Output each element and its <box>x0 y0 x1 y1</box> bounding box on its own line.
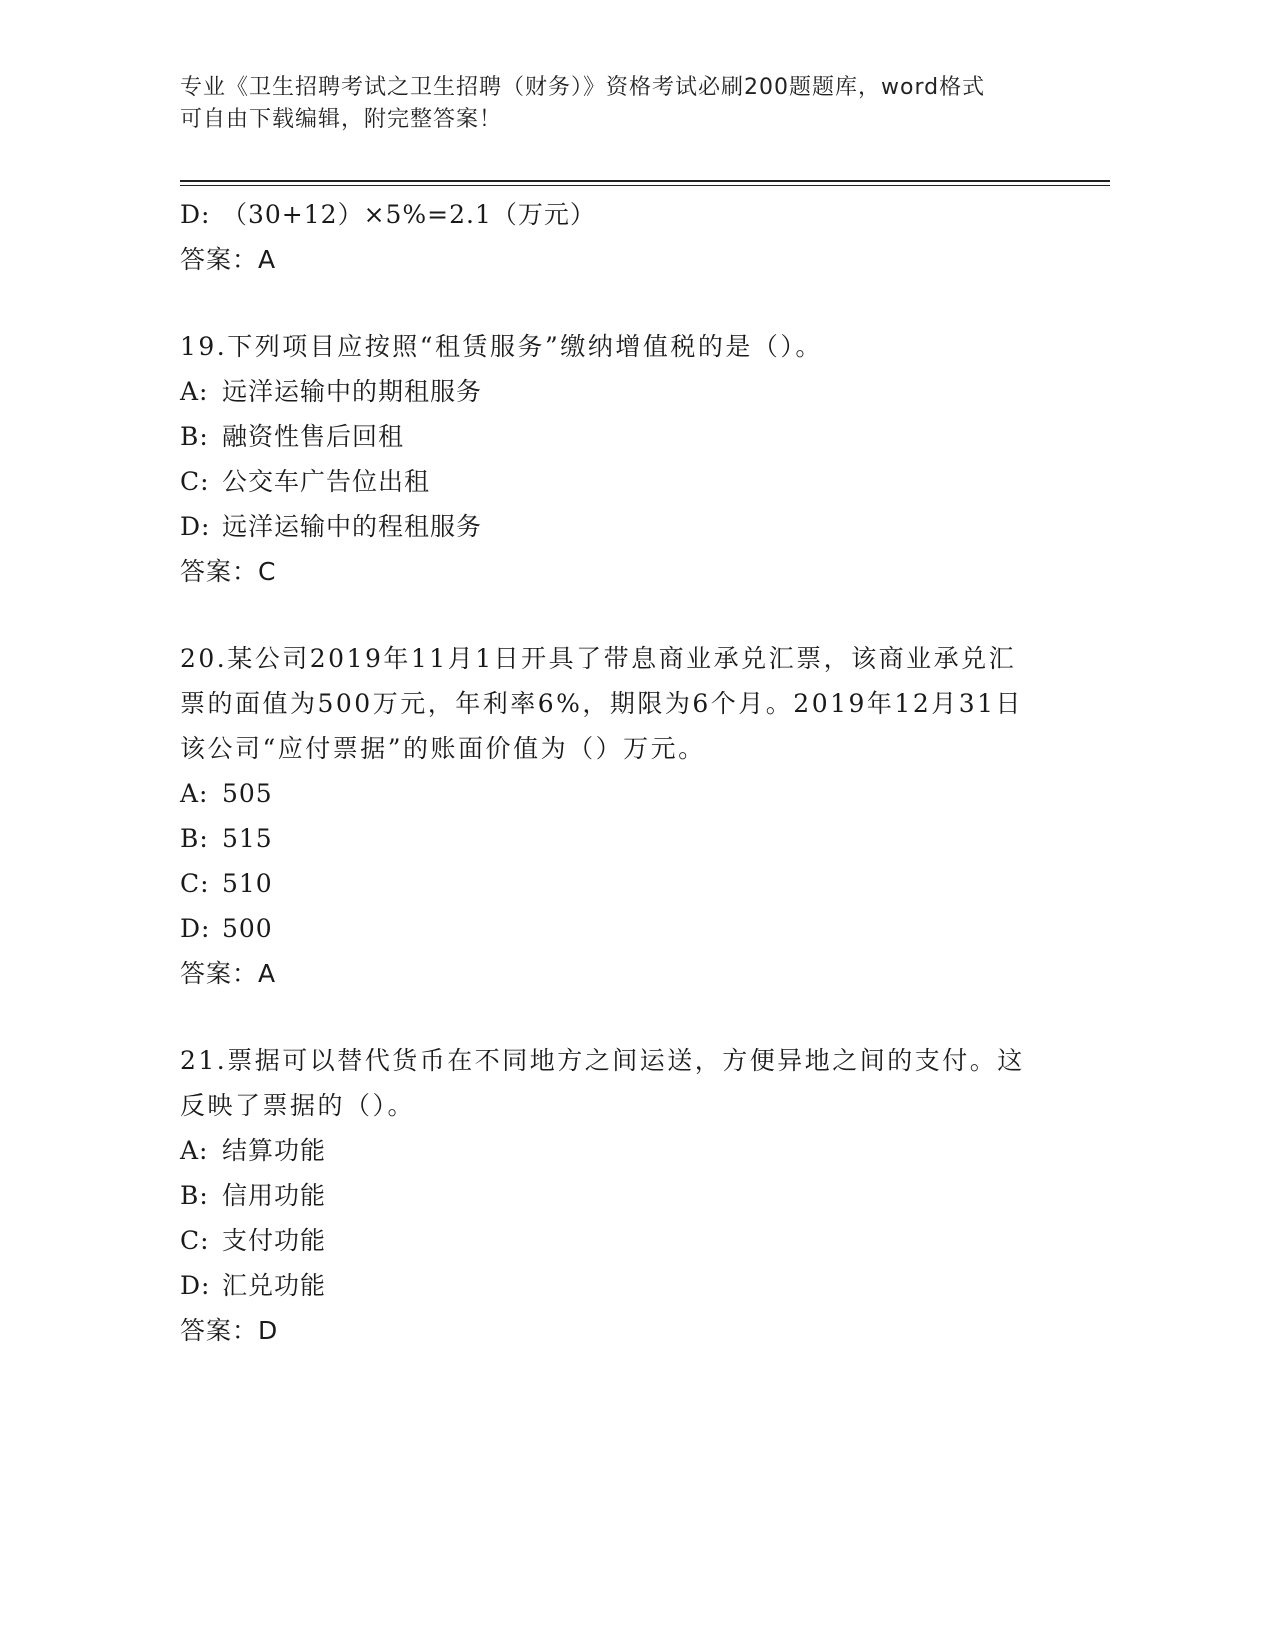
option-d <box>180 192 1060 237</box>
question-19-answer: 答案：C <box>180 557 277 586</box>
question-20-option-a <box>180 771 1060 816</box>
option-label: C: <box>180 467 210 496</box>
question-19-option-b <box>180 414 1060 459</box>
question-20-option-d <box>180 906 1060 951</box>
header-line-1: 专业《卫生招聘考试之卫生招聘（财务）》资格考试必刷200题题库，word格式 <box>180 75 986 100</box>
option-label: A: <box>180 779 209 808</box>
question-20-option-b <box>180 816 1060 861</box>
question-21-option-a <box>180 1128 1060 1173</box>
option-text: （30+12）×5%=2.1（万元） <box>222 200 596 229</box>
question-19-option-a <box>180 369 1060 414</box>
option-text: 远洋运输中的期租服务 <box>222 377 483 406</box>
option-label: D: <box>180 1271 211 1300</box>
question-21-stem-line-1: 21.票据可以替代货币在不同地方之间运送，方便异地之间的支付。这 <box>180 1046 1025 1075</box>
option-label: D: <box>180 914 211 943</box>
option-text: 结算功能 <box>222 1136 327 1165</box>
option-label: D: <box>180 512 211 541</box>
option-label: D: <box>180 200 211 229</box>
document-header <box>180 72 1040 136</box>
option-text: 远洋运输中的程租服务 <box>222 512 483 541</box>
question-21-stem-line-2: 反映了票据的（）。 <box>180 1091 416 1120</box>
option-text: 515 <box>222 824 273 853</box>
option-text: 510 <box>222 869 273 898</box>
option-label: A: <box>180 377 209 406</box>
header-line-2: 可自由下载编辑，附完整答案！ <box>180 107 503 132</box>
question-20-stem-line-2: 票的面值为500万元，年利率6%，期限为6个月。2019年12月31日 <box>180 689 1024 718</box>
option-text: 融资性售后回租 <box>222 422 405 451</box>
option-text: 信用功能 <box>222 1181 327 1210</box>
option-text: 支付功能 <box>222 1226 327 1255</box>
option-text: 500 <box>222 914 273 943</box>
question-21-option-d <box>180 1263 1060 1308</box>
option-label: C: <box>180 869 210 898</box>
question-content <box>180 192 1060 1353</box>
question-19-stem: 19.下列项目应按照“租赁服务”缴纳增值税的是（）。 <box>180 332 823 361</box>
question-20-stem-line-1: 20.某公司2019年11月1日开具了带息商业承兑汇票，该商业承兑汇 <box>180 644 1017 673</box>
option-text: 公交车广告位出租 <box>222 467 431 496</box>
question-21-option-c <box>180 1218 1060 1263</box>
option-text: 汇兑功能 <box>222 1271 327 1300</box>
option-label: C: <box>180 1226 210 1255</box>
option-label: A: <box>180 1136 209 1165</box>
option-label: B: <box>180 422 209 451</box>
header-divider-thick <box>180 180 1110 182</box>
question-20-stem-line-3: 该公司“应付票据”的账面价值为（）万元。 <box>180 734 706 763</box>
header-divider-thin <box>180 185 1110 186</box>
option-text: 505 <box>222 779 273 808</box>
question-21-option-b <box>180 1173 1060 1218</box>
question-20-option-c <box>180 861 1060 906</box>
option-label: B: <box>180 1181 209 1210</box>
question-19-option-d <box>180 504 1060 549</box>
question-20-answer: 答案：A <box>180 959 277 988</box>
question-19-option-c <box>180 459 1060 504</box>
question-21-answer: 答案：D <box>180 1316 279 1345</box>
answer: 答案：A <box>180 245 277 274</box>
option-label: B: <box>180 824 209 853</box>
